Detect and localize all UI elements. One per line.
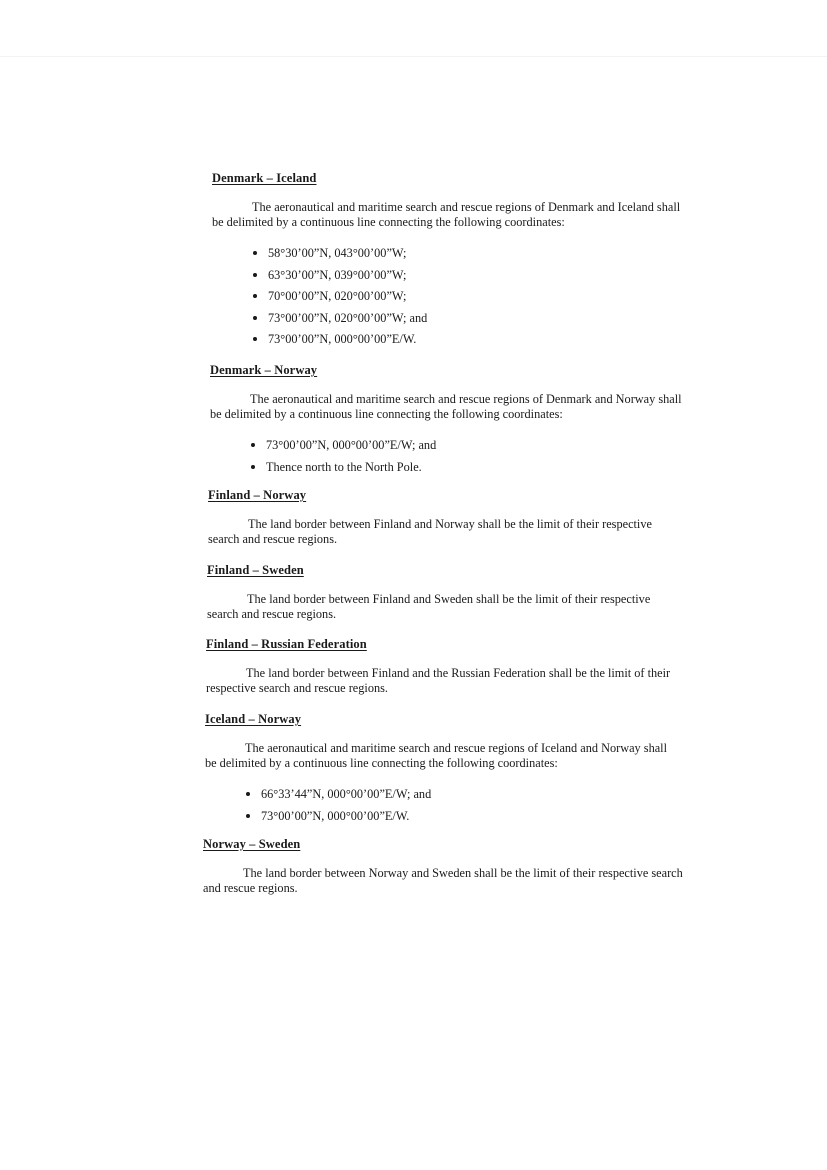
list-item [212,268,692,283]
bullet-icon [251,443,255,447]
coordinate-text: 58°30’00”N, 043°00’00”W; [268,246,407,260]
section-text: The land border between Finland and the Russian Federation shall be the limit of their respective search and rescue regions. [206,666,671,695]
coordinate-text: 73°00’00”N, 000°00’00”E/W; and [266,438,437,452]
section-text: The land border between Norway and Sweden shall be the limit of their respective search and rescue regions. [203,866,683,895]
bullet-icon [253,294,257,298]
section-iceland-norway [205,712,679,830]
section-heading: Finland – Norway [208,488,307,502]
list-item [212,311,692,326]
list-item [205,787,679,802]
coordinate-list [210,438,684,475]
bullet-icon [246,814,250,818]
list-item [210,460,684,475]
list-item [212,332,692,347]
section-heading: Finland – Russian Federation [206,637,367,651]
coordinate-text: 66°33’44”N, 000°00’00”E/W; and [261,787,432,801]
section-heading: Norway – Sweden [203,837,301,851]
coordinate-list [212,246,692,347]
bullet-icon [246,792,250,796]
bullet-icon [253,337,257,341]
coordinate-text: 73°00’00”N, 000°00’00”E/W. [261,808,410,823]
section-text: The aeronautical and maritime search and rescue regions of Iceland and Norway shall be delimited by a continuous line connecting the following coordinates: [205,741,668,770]
section-finland-norway [208,488,684,547]
bullet-icon [251,465,255,469]
section-finland-russian-federation [206,637,680,696]
list-item [212,289,692,304]
bullet-icon [253,316,257,320]
list-item [210,438,684,453]
section-heading: Denmark – Norway [210,363,318,377]
section-denmark-iceland [212,171,692,354]
bullet-icon [253,273,257,277]
section-heading: Iceland – Norway [205,712,302,726]
coordinate-text: 70°00’00”N, 020°00’00”W; [268,289,407,303]
list-item [212,246,692,261]
bullet-icon [253,251,257,255]
section-text: The land border between Finland and Sweden shall be the limit of their respective search and rescue regions. [207,592,651,621]
list-item [205,809,679,824]
coordinate-text: Thence north to the North Pole. [266,459,422,474]
page-edge-line [0,56,827,57]
coordinate-list [205,787,679,824]
section-norway-sweden [203,837,685,896]
section-heading: Denmark – Iceland [212,171,317,185]
section-heading: Finland – Sweden [207,563,304,577]
section-text: The aeronautical and maritime search and rescue regions of Denmark and Iceland shall be delimited by a continuous line connecting the following coordinates: [212,200,681,229]
section-text: The land border between Finland and Norway shall be the limit of their respective search and rescue regions. [208,517,652,546]
section-text: The aeronautical and maritime search and rescue regions of Denmark and Norway shall be delimited by a continuous line connecting the following coordinates: [210,392,682,421]
coordinate-text: 63°30’00”N, 039°00’00”W; [268,267,407,282]
coordinate-text: 73°00’00”N, 000°00’00”E/W. [268,332,417,346]
coordinate-text: 73°00’00”N, 020°00’00”W; and [268,310,428,325]
section-finland-sweden [207,563,683,622]
section-denmark-norway [210,363,684,481]
